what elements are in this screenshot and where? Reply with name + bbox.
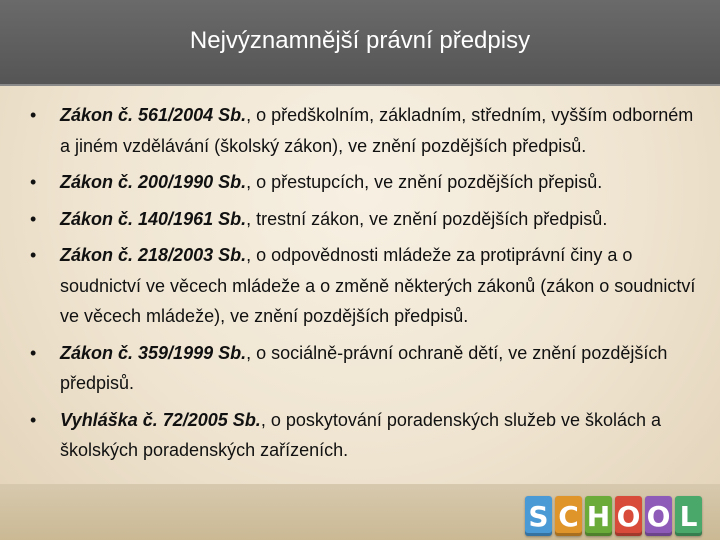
bullet: • <box>30 409 37 430</box>
logo-tile: L <box>675 496 702 536</box>
law-name: Zákon č. 140/1961 Sb. <box>60 208 247 229</box>
list-item <box>30 100 698 161</box>
law-description: , o přestupcích, ve znění pozdějších přepisů. <box>246 172 603 192</box>
law-description: , o odpovědnosti mládeže za protiprávní činy a o soudnictví ve věcech mládeže a o změně některých zákonů (zákon o soudnictví ve věcech mládeže), ve znění pozdějších předpisů. <box>60 245 696 326</box>
logo-tile: H <box>585 496 612 536</box>
school-logo <box>525 496 702 536</box>
bullet: • <box>30 245 37 265</box>
list-item <box>30 405 698 466</box>
list-item <box>30 204 698 235</box>
logo-tile: O <box>615 496 642 536</box>
bullet: • <box>30 208 37 229</box>
logo-tile: C <box>555 496 582 536</box>
law-name: Zákon č. 359/1999 Sb. <box>60 342 247 363</box>
title-bar <box>0 0 720 86</box>
law-description: , trestní zákon, ve znění pozdějších předpisů. <box>246 208 608 229</box>
law-description: , o poskytování poradenských služeb ve školách a školských poradenských zařízeních. <box>60 409 662 460</box>
law-description: , o předškolním, základním, středním, vyšším odborném a jiném vzdělávání (školský zákon), ve znění pozdějších předpisů. <box>60 105 694 156</box>
logo-tile: S <box>525 496 552 536</box>
law-list <box>30 100 698 466</box>
list-item <box>30 167 698 198</box>
law-name: Zákon č. 200/1990 Sb. <box>60 172 247 192</box>
logo-tile: O <box>645 496 672 536</box>
list-item <box>30 240 698 332</box>
law-name: Vyhláška č. 72/2005 Sb. <box>60 409 261 430</box>
slide-title: Nejvýznamnější právní předpisy <box>189 27 531 54</box>
footer-band <box>0 484 720 540</box>
law-description: , o sociálně-právní ochraně dětí, ve znění pozdějších předpisů. <box>60 342 668 393</box>
slide-content <box>30 100 698 472</box>
bullet: • <box>30 342 37 363</box>
list-item <box>30 338 698 399</box>
bullet: • <box>30 105 37 125</box>
law-name: Zákon č. 561/2004 Sb. <box>60 105 247 125</box>
bullet: • <box>30 172 37 192</box>
law-name: Zákon č. 218/2003 Sb. <box>60 245 247 265</box>
